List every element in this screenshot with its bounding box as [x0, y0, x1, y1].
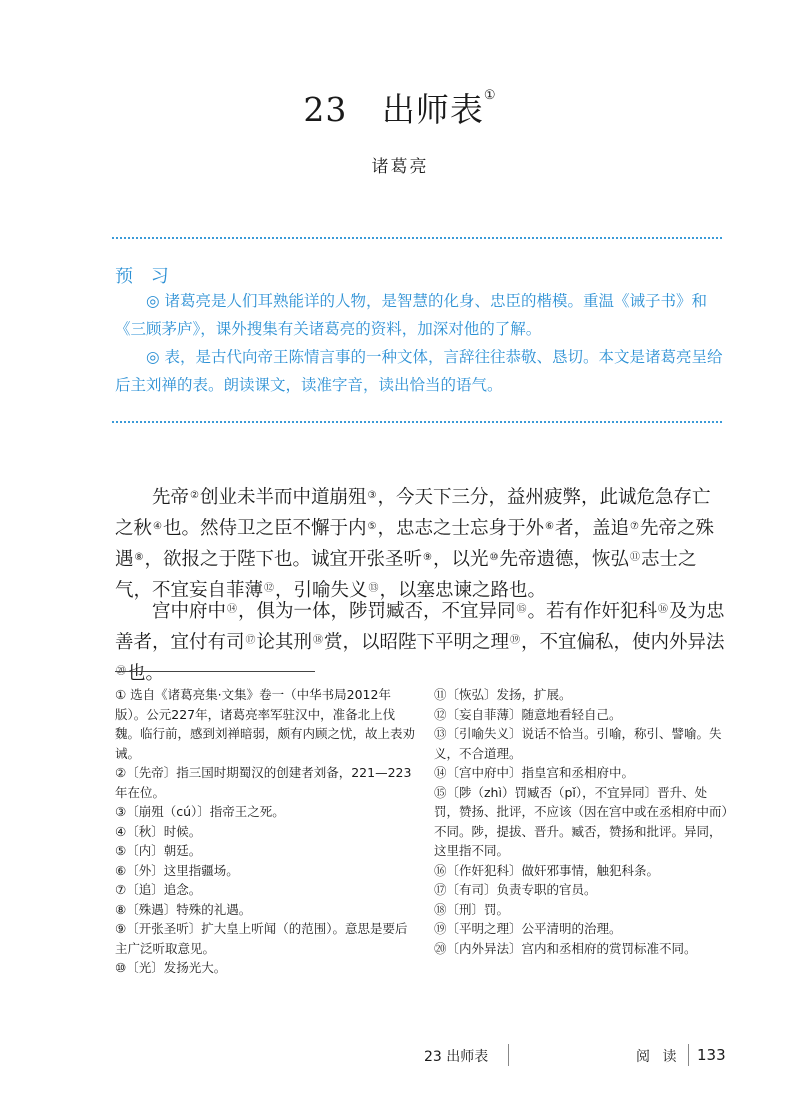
footnote: ⑫〔妄自菲薄〕随意地看轻自己。	[434, 706, 622, 722]
note-ref: ⑤	[367, 521, 377, 532]
title-note-mark: ①	[483, 88, 497, 103]
note-ref: ⑪	[629, 552, 640, 563]
preview-top-divider	[112, 237, 722, 239]
footnote: ⑧〔殊遇〕特殊的礼遇。	[115, 901, 252, 917]
footnote: ⑳〔内外异法〕宫内和丞相府的赏罚标准不同。	[434, 940, 697, 956]
footer-lesson: 23 出师表	[424, 1049, 489, 1065]
note-ref: ⑮	[516, 604, 527, 615]
note-ref: ⑱	[313, 635, 324, 646]
note-ref: ②	[190, 490, 199, 501]
footnote: ⑬〔引喻失义〕说话不恰当。引喻，称引、譬喻。失义，不合道理。	[434, 726, 722, 761]
note-ref: ⑰	[245, 635, 256, 646]
note-ref: ⑨	[423, 552, 432, 563]
footnote: ⑨〔开张圣听〕扩大皇上听闻（的范围）。意思是要后主广泛听取意见。	[115, 921, 408, 956]
footnote: ⑥〔外〕这里指疆场。	[115, 862, 239, 878]
footnote: ⑰〔有司〕负责专职的官员。	[434, 882, 597, 897]
author: 诸葛亮	[371, 157, 429, 177]
footnote: ②〔先帝〕指三国时期蜀汉的创建者刘备，221—223年在位。	[115, 765, 412, 800]
note-ref: ⑳	[116, 666, 126, 677]
note-ref: ⑧	[134, 552, 144, 563]
footnote: ⑩〔光〕发扬光大。	[115, 960, 227, 975]
lesson-title	[0, 84, 800, 131]
lesson-number: 23	[303, 90, 348, 129]
footnote: ⑱〔刑〕罚。	[434, 901, 510, 917]
footnote: ⑦〔追〕追念。	[115, 882, 202, 897]
preview-bottom-divider	[112, 421, 722, 423]
footnote: ⑮〔陟（zhì）罚臧否（pǐ），不宜异同〕晋升、处罚，赞扬、批评，不应该（因在宫中或在丞相府中而）不同。陟，提拔、晋升。臧否，赞扬和批评。异同，这里指不同。	[434, 784, 728, 858]
note-ref: ⑭	[227, 604, 238, 615]
footer-section: 阅 读	[636, 1049, 681, 1065]
footnote: ⑯〔作奸犯科〕做奸邪事情，触犯科条。	[434, 862, 660, 878]
footnote: ⑤〔内〕朝廷。	[115, 843, 202, 858]
note-ref: ③	[367, 490, 377, 501]
note-ref: ⑥	[544, 521, 554, 532]
note-ref: ⑩	[489, 552, 499, 563]
footer-divider	[688, 1044, 689, 1066]
note-ref: ⑦	[629, 521, 639, 532]
lesson-name: 出师表	[381, 90, 484, 129]
note-ref: ⑯	[658, 604, 669, 615]
footnote-rule	[115, 671, 315, 672]
body-paragraph-1: 先帝②创业未半而中道崩殂③，今天下三分，益州疲弊，此诚危急存亡之秋④也。然侍卫之臣不懈于内⑤，忠志之士忘身于外⑥者，盖追⑦先帝之殊遇⑧，欲报之于陛下也。诚宜开张圣听⑨，以光⑩先帝遗德，恢弘⑪志士之气，不宜妄自菲薄⑫，引喻失义⑬，以塞忠谏之路也。	[115, 487, 714, 601]
body-paragraph-2: 宫中府中⑭，俱为一体，陟罚臧否，不宜异同⑮。若有作奸犯科⑯及为忠善者，宜付有司⑰论其刑⑱赏，以昭陛下平明之理⑲，不宜偏私，使内外异法⑳也。	[115, 601, 725, 684]
footnote: ⑭〔宫中府中〕指皇宫和丞相府中。	[434, 765, 635, 780]
footnotes-left	[115, 685, 415, 978]
footnote: ⑲〔平明之理〕公平清明的治理。	[434, 921, 622, 936]
note-ref: ⑫	[264, 583, 275, 594]
note-ref: ④	[153, 521, 162, 532]
note-ref: ⑬	[368, 583, 379, 594]
footnote: ④〔秋〕时候。	[115, 823, 202, 839]
preview-paragraph-2: ◎ 表，是古代向帝王陈情言事的一种文体，言辞往往恭敬、恳切。本文是诸葛亮呈给后主刘禅的表。朗读课文，读准字音，读出恰当的语气。	[115, 348, 723, 394]
note-ref: ⑲	[510, 635, 521, 646]
preview-paragraph-1: ◎ 诸葛亮是人们耳熟能详的人物，是智慧的化身、忠臣的楷模。重温《诫子书》和《三顾茅庐》，课外搜集有关诸葛亮的资料，加深对他的了解。	[115, 292, 707, 338]
footnote: ① 选自《诸葛亮集·文集》卷一（中华书局2012年版）。公元227年，诸葛亮率军驻汉中，准备北上伐魏。临行前，感到刘禅暗弱，颇有内顾之忧，故上表劝诫。	[115, 687, 416, 761]
footnotes-right	[434, 685, 730, 958]
page-number: 133	[697, 1046, 726, 1064]
footnote: ⑪〔恢弘〕发扬，扩展。	[434, 687, 572, 702]
footnote: ③〔崩殂（cú）〕指帝王之死。	[115, 804, 285, 819]
preview-heading: 预 习	[115, 266, 175, 287]
footer-divider	[508, 1044, 509, 1066]
